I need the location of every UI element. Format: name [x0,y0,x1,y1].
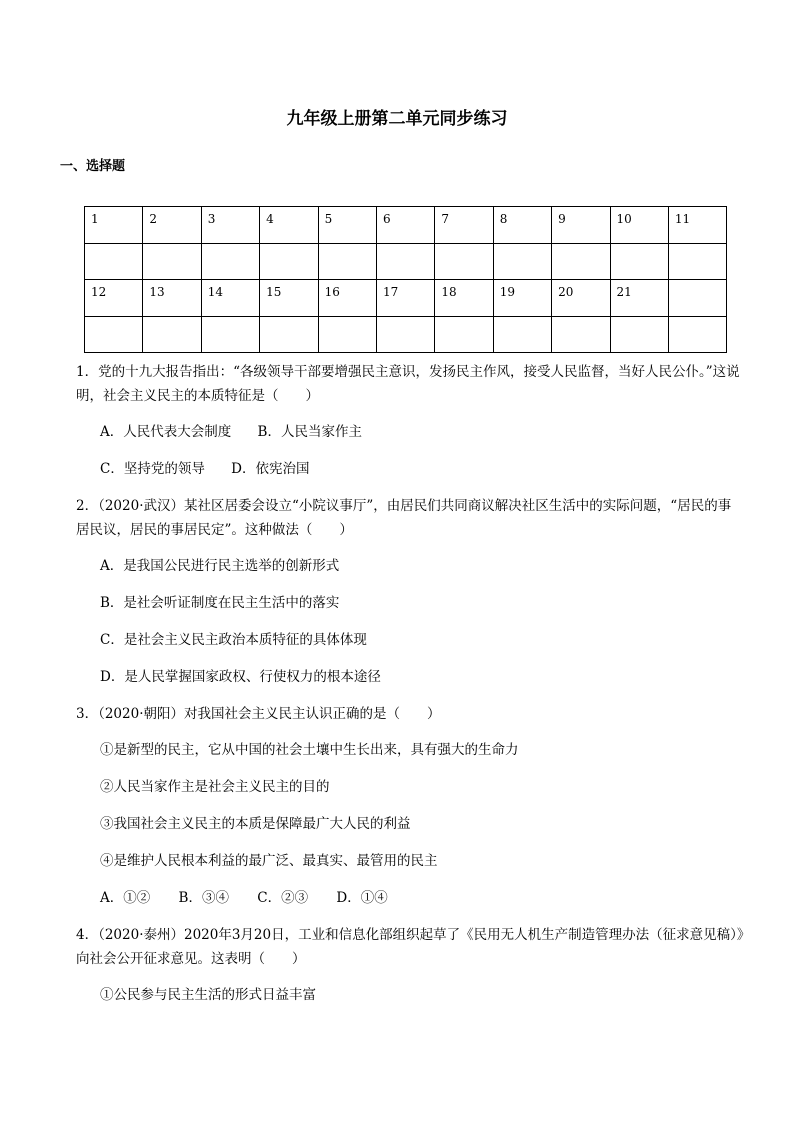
answer-number-cell [668,280,726,317]
answer-number-cell: 1 [85,207,143,244]
answer-number-cell: 5 [318,207,376,244]
answer-number-cell: 2 [143,207,201,244]
option-row [100,886,744,910]
answer-blank-cell[interactable] [610,316,668,353]
answer-blank-cell[interactable] [201,316,259,353]
option-a: A．是我国公民进行民主选举的创新形式 [100,558,340,574]
answer-number-cell: 14 [201,280,259,317]
answer-number-cell: 20 [552,280,610,317]
answer-blank-cell[interactable] [85,316,143,353]
statement: ②人民当家作主是社会主义民主的目的 [100,779,330,795]
statement: ③我国社会主义民主的本质是保障最广大人民的利益 [100,816,411,832]
option-b: B．人民当家作主 [257,424,362,440]
section-heading: 一、选择题 [60,159,126,174]
answer-blank-cell[interactable] [610,243,668,280]
answer-number-cell: 17 [376,280,434,317]
answer-number-cell: 8 [493,207,551,244]
answer-blank-cell[interactable] [552,316,610,353]
answer-blank-cell[interactable] [376,243,434,280]
answer-blank-cell[interactable] [668,243,726,280]
answer-number-cell: 7 [435,207,493,244]
answer-blank-cell[interactable] [143,243,201,280]
question-list [76,360,744,1020]
answer-blank-cell[interactable] [668,316,726,353]
answer-number-cell: 6 [376,207,434,244]
answer-blank-row [85,316,727,353]
question-stem: 4．（2020·泰州）2020年3月20日，工业和信息化部组织起草了《民用无人机生产制造管理办法（征求意见稿）》向社会公开征求意见。这表明（ ） [76,927,744,967]
answer-blank-cell[interactable] [143,316,201,353]
answer-blank-cell[interactable] [552,243,610,280]
answer-number-row [85,280,727,317]
option-c: C．是社会主义民主政治本质特征的具体体现 [100,632,367,648]
option-c: C．坚持党的领导 [100,461,205,477]
option-d: D．①④ [336,890,388,906]
answer-number-cell: 18 [435,280,493,317]
question-stem: 2．（2020·武汉）某社区居委会设立“小院议事厅”，由居民们共同商议解决社区生活中的实际问题，“居民的事居民议，居民的事居民定”。这种做法（ ） [76,498,732,538]
answer-number-cell: 3 [201,207,259,244]
answer-number-cell: 15 [260,280,318,317]
answer-blank-cell[interactable] [260,316,318,353]
option-row [100,457,744,481]
page-title: 九年级上册第二单元同步练习 [286,109,508,129]
answer-number-cell: 19 [493,280,551,317]
answer-number-cell: 21 [610,280,668,317]
answer-number-cell: 4 [260,207,318,244]
statement: ④是维护人民根本利益的最广泛、最真实、最管用的民主 [100,853,438,869]
answer-number-cell: 13 [143,280,201,317]
answer-blank-cell[interactable] [318,243,376,280]
answer-number-cell: 9 [552,207,610,244]
answer-blank-row [85,243,727,280]
option-c: C．②③ [257,890,309,906]
option-a: A．①② [100,890,151,906]
answer-blank-cell[interactable] [376,316,434,353]
question-stem: 1．党的十九大报告指出：“各级领导干部要增强民主意识，发扬民主作风，接受人民监督，当好人民公仆。”这说明，社会主义民主的本质特征是（ ） [76,364,740,404]
option-row [100,420,744,444]
option-b: B．③④ [178,890,229,906]
answer-number-cell: 12 [85,280,143,317]
answer-blank-cell[interactable] [85,243,143,280]
answer-blank-cell[interactable] [260,243,318,280]
answer-blank-cell[interactable] [318,316,376,353]
answer-number-row [85,207,727,244]
answer-blank-cell[interactable] [201,243,259,280]
option-a: A．人民代表大会制度 [100,424,232,440]
answer-blank-cell[interactable] [493,316,551,353]
answer-number-cell: 11 [668,207,726,244]
answer-blank-cell[interactable] [493,243,551,280]
statement: ①是新型的民主，它从中国的社会土壤中生长出来，具有强大的生命力 [100,742,519,758]
answer-blank-cell[interactable] [435,316,493,353]
option-b: B．是社会听证制度在民主生活中的落实 [100,595,340,611]
answer-number-cell: 16 [318,280,376,317]
answer-blank-cell[interactable] [435,243,493,280]
question-stem: 3．（2020·朝阳）对我国社会主义民主认识正确的是（ ） [76,706,441,722]
answer-table [84,206,727,353]
option-d: D．依宪治国 [231,461,310,477]
answer-number-cell: 10 [610,207,668,244]
statement: ①公民参与民主生活的形式日益丰富 [100,987,316,1003]
option-d: D．是人民掌握国家政权、行使权力的根本途径 [100,669,381,685]
